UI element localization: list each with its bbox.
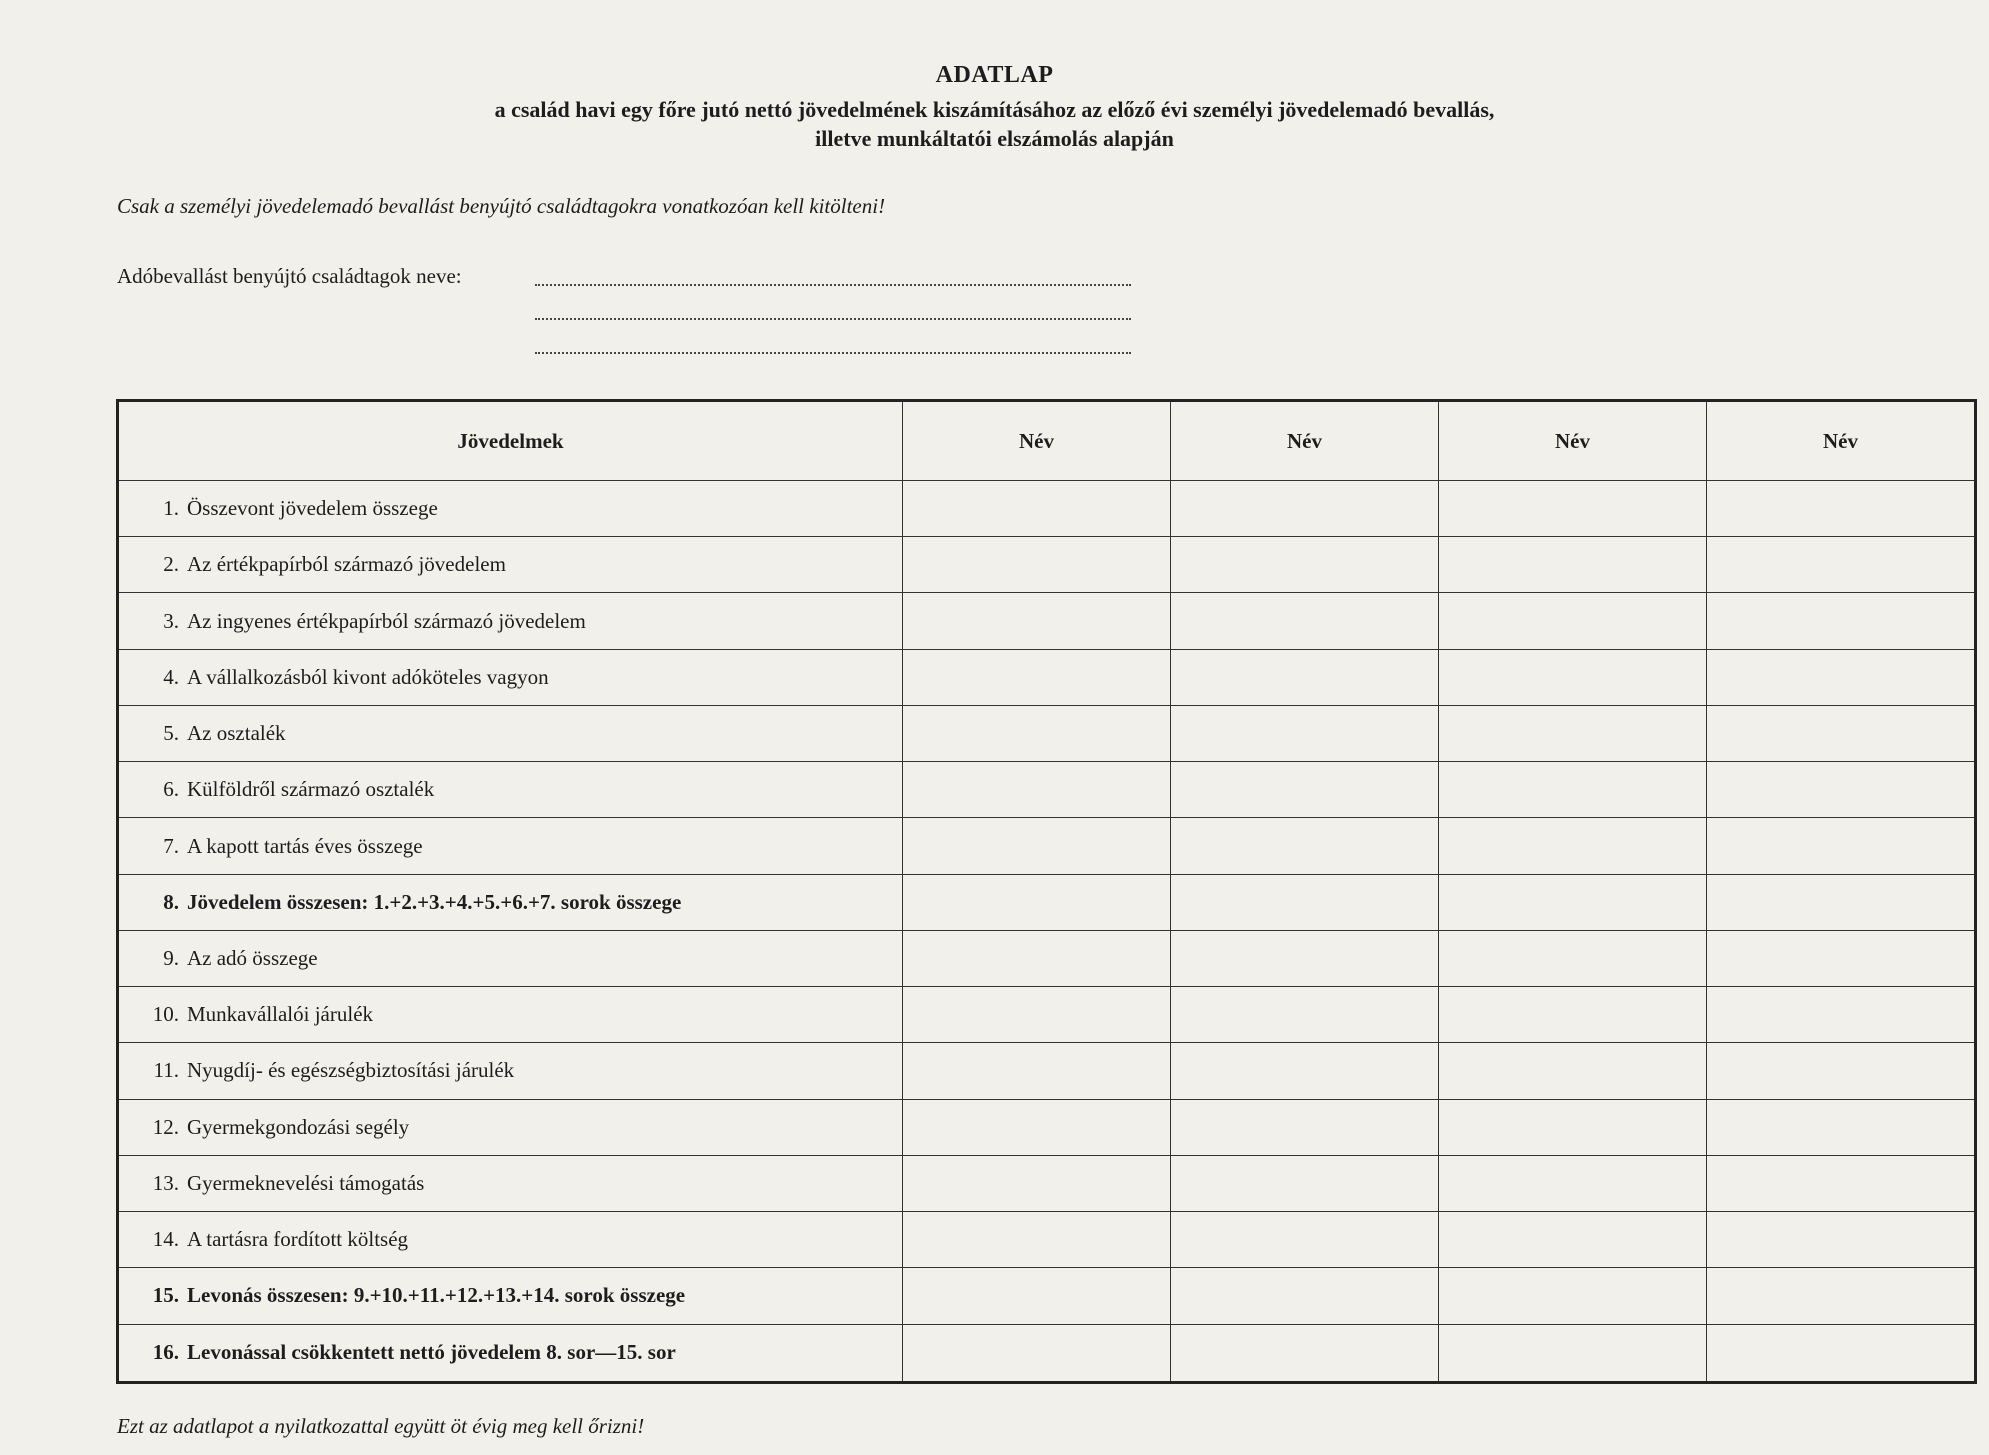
table-row	[118, 1099, 1976, 1155]
row-label	[118, 1155, 903, 1211]
entry-cell[interactable]	[1171, 481, 1439, 537]
entry-cell[interactable]	[903, 481, 1171, 537]
entry-cell[interactable]	[1707, 1324, 1976, 1382]
entry-cell[interactable]	[903, 930, 1171, 986]
row-text: A vállalkozásból kivont adóköteles vagyon	[187, 664, 549, 689]
entry-cell[interactable]	[903, 1155, 1171, 1211]
row-text: Munkavállalói járulék	[187, 1002, 374, 1027]
row-text: Gyermekgondozási segély	[187, 1114, 410, 1139]
table-row	[118, 987, 1976, 1043]
row-number: 9.	[163, 945, 179, 970]
row-label	[118, 481, 903, 537]
entry-cell[interactable]	[1439, 874, 1707, 930]
row-number: 7.	[163, 833, 179, 858]
entry-cell[interactable]	[1707, 987, 1976, 1043]
entry-cell[interactable]	[1439, 762, 1707, 818]
name-entry-line-3[interactable]	[535, 352, 1131, 354]
entry-cell[interactable]	[1439, 1043, 1707, 1099]
row-label	[118, 818, 903, 874]
entry-cell[interactable]	[903, 1212, 1171, 1268]
row-number: 12.	[152, 1114, 179, 1139]
row-label	[118, 874, 903, 930]
row-number: 14.	[152, 1227, 179, 1252]
entry-cell[interactable]	[1171, 987, 1439, 1043]
row-label	[118, 762, 903, 818]
entry-cell[interactable]	[1171, 818, 1439, 874]
header-name-2: Név	[1171, 401, 1439, 481]
row-number: 16.	[152, 1340, 179, 1365]
row-number: 2.	[163, 552, 179, 577]
table-row	[118, 481, 1976, 537]
entry-cell[interactable]	[903, 1324, 1171, 1382]
entry-cell[interactable]	[1171, 1099, 1439, 1155]
row-text: Az ingyenes értékpapírból származó jövedelem	[187, 608, 586, 633]
entry-cell[interactable]	[1707, 593, 1976, 649]
table-row	[118, 1268, 1976, 1324]
row-number: 6.	[163, 777, 179, 802]
name-entry-line-2[interactable]	[535, 318, 1131, 320]
row-number: 13.	[152, 1170, 179, 1195]
entry-cell[interactable]	[903, 649, 1171, 705]
entry-cell[interactable]	[1439, 818, 1707, 874]
form-subtitle-line2: illetve munkáltatói elszámolás alapján	[815, 126, 1174, 151]
entry-cell[interactable]	[1171, 593, 1439, 649]
header-name-1: Név	[903, 401, 1171, 481]
entry-cell[interactable]	[1439, 930, 1707, 986]
row-label	[118, 649, 903, 705]
entry-cell[interactable]	[1439, 593, 1707, 649]
row-label	[118, 593, 903, 649]
row-number: 11.	[153, 1058, 179, 1083]
entry-cell[interactable]	[1707, 930, 1976, 986]
form-subtitle-line1: a család havi egy főre jutó nettó jövedelmének kiszámításához az előző évi személyi jövedelemadó bevallás,	[494, 97, 1495, 122]
entry-cell[interactable]	[1171, 1212, 1439, 1268]
entry-cell[interactable]	[1439, 1155, 1707, 1211]
table-row	[118, 1212, 1976, 1268]
entry-cell[interactable]	[903, 874, 1171, 930]
entry-cell[interactable]	[1171, 705, 1439, 761]
income-table	[116, 399, 1977, 1384]
entry-cell[interactable]	[1707, 481, 1976, 537]
entry-cell[interactable]	[1439, 481, 1707, 537]
row-text: Nyugdíj- és egészségbiztosítási járulék	[187, 1058, 515, 1083]
entry-cell[interactable]	[1707, 1043, 1976, 1099]
entry-cell[interactable]	[1707, 1099, 1976, 1155]
row-text: Az értékpapírból származó jövedelem	[187, 552, 506, 577]
entry-cell[interactable]	[1171, 1324, 1439, 1382]
row-label	[118, 987, 903, 1043]
entry-cell[interactable]	[1707, 818, 1976, 874]
row-label	[118, 705, 903, 761]
entry-cell[interactable]	[1171, 1268, 1439, 1324]
entry-cell[interactable]	[1707, 1268, 1976, 1324]
entry-cell[interactable]	[1439, 1268, 1707, 1324]
row-text: Jövedelem összesen: 1.+2.+3.+4.+5.+6.+7. sorok összege	[187, 889, 682, 914]
row-text: Levonás összesen: 9.+10.+11.+12.+13.+14. sorok összege	[187, 1283, 686, 1308]
header-income: Jövedelmek	[118, 401, 903, 481]
row-text: Gyermeknevelési támogatás	[187, 1170, 425, 1195]
entry-cell[interactable]	[1171, 930, 1439, 986]
table-row	[118, 818, 1976, 874]
row-label	[118, 1099, 903, 1155]
row-label	[118, 930, 903, 986]
table-row	[118, 1324, 1976, 1382]
table-row	[118, 874, 1976, 930]
entry-cell[interactable]	[1439, 537, 1707, 593]
entry-cell[interactable]	[1439, 649, 1707, 705]
header-name-3: Név	[1439, 401, 1707, 481]
entry-cell[interactable]	[1171, 1155, 1439, 1211]
row-label	[118, 537, 903, 593]
entry-cell[interactable]	[903, 705, 1171, 761]
row-text: Levonással csökkentett nettó jövedelem 8. sor—15. sor	[187, 1340, 676, 1365]
entry-cell[interactable]	[903, 987, 1171, 1043]
row-number: 4.	[163, 664, 179, 689]
entry-cell[interactable]	[903, 1099, 1171, 1155]
table-row	[118, 537, 1976, 593]
row-number: 8.	[163, 889, 179, 914]
row-text: Összevont jövedelem összege	[187, 496, 438, 521]
entry-cell[interactable]	[903, 1043, 1171, 1099]
row-text: A tartásra fordított költség	[187, 1227, 409, 1252]
entry-cell[interactable]	[1707, 874, 1976, 930]
entry-cell[interactable]	[903, 1268, 1171, 1324]
footer-note: Ezt az adatlapot a nyilatkozattal együtt öt évig meg kell őrizni!	[117, 1414, 645, 1438]
row-number: 5.	[163, 721, 179, 746]
row-text: A kapott tartás éves összege	[187, 833, 423, 858]
table-row	[118, 705, 1976, 761]
entry-cell[interactable]	[1439, 987, 1707, 1043]
row-text: Külföldről származó osztalék	[187, 777, 435, 802]
entry-cell[interactable]	[1171, 874, 1439, 930]
entry-cell[interactable]	[1171, 1043, 1439, 1099]
entry-cell[interactable]	[903, 593, 1171, 649]
entry-cell[interactable]	[1707, 537, 1976, 593]
form-title: ADATLAP	[935, 62, 1054, 88]
entry-cell[interactable]	[1439, 705, 1707, 761]
row-number: 3.	[163, 608, 179, 633]
entry-cell[interactable]	[1707, 705, 1976, 761]
entry-cell[interactable]	[1439, 1324, 1707, 1382]
name-entry-line-1[interactable]	[535, 284, 1131, 286]
entry-cell[interactable]	[1439, 1212, 1707, 1268]
instruction-note: Csak a személyi jövedelemadó bevallást benyújtó családtagokra vonatkozóan kell kitölteni!	[117, 194, 886, 218]
table-row	[118, 1155, 1976, 1211]
entry-cell[interactable]	[1707, 762, 1976, 818]
entry-cell[interactable]	[1707, 1155, 1976, 1211]
row-label	[118, 1268, 903, 1324]
table-header-row	[118, 401, 1976, 481]
row-text: Az osztalék	[187, 721, 286, 746]
row-number: 15.	[152, 1283, 179, 1308]
header-name-4: Név	[1707, 401, 1976, 481]
entry-cell[interactable]	[903, 762, 1171, 818]
entry-cell[interactable]	[1439, 1099, 1707, 1155]
entry-cell[interactable]	[1171, 537, 1439, 593]
row-label	[118, 1324, 903, 1382]
entry-cell[interactable]	[1707, 1212, 1976, 1268]
row-label	[118, 1043, 903, 1099]
table-row	[118, 762, 1976, 818]
entry-cell[interactable]	[1171, 762, 1439, 818]
row-number: 1.	[163, 496, 179, 521]
table-row	[118, 649, 1976, 705]
entry-cell[interactable]	[903, 537, 1171, 593]
table-row	[118, 1043, 1976, 1099]
table-row	[118, 593, 1976, 649]
row-text: Az adó összege	[187, 945, 318, 970]
entry-cell[interactable]	[903, 818, 1171, 874]
table-row	[118, 930, 1976, 986]
entry-cell[interactable]	[1707, 649, 1976, 705]
row-number: 10.	[152, 1002, 179, 1027]
row-label	[118, 1212, 903, 1268]
family-members-label: Adóbevallást benyújtó családtagok neve:	[117, 264, 462, 288]
entry-cell[interactable]	[1171, 649, 1439, 705]
